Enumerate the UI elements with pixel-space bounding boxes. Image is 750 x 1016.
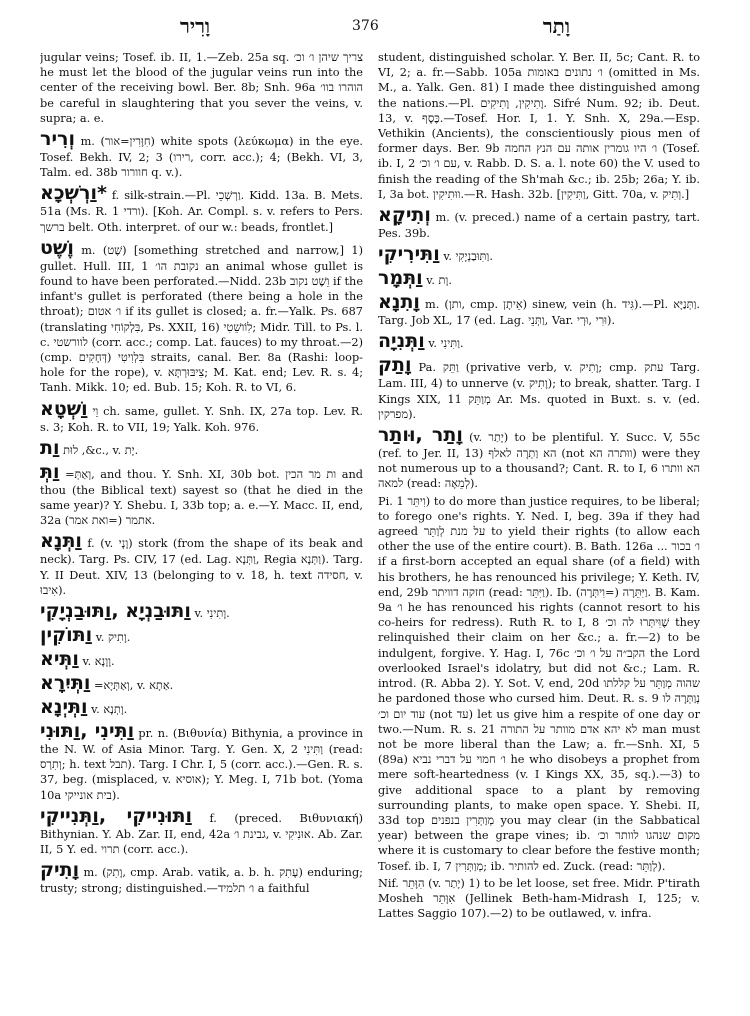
- entry-definition: =וְאַתְּ, and thou. Y. Snh. XI, 30b bot. ות מר הכין and thou (the Biblical text) sayest so (that he died in the same year)? Y. Shebu. I, 33b top; a. e.—Y. Macc. II, end, 32a אתמר (=ואת אמר).: [40, 467, 363, 528]
- entry-definition: m. (וָתִק, cmp. Arab. vatik, a. b. h. עָתִק) enduring; trusty; strong; distinguished.—ו׳ תלמיד a faithful: [40, 866, 363, 896]
- dictionary-entry: [378, 330, 700, 352]
- dictionary-entry: [40, 696, 363, 718]
- entry-definition: f. silk-strain.—Pl. וַרְשְׁכֵי. Kidd. 13a. B. Mets. 51a (Ms. R. 1 ורדי). [Koh. Ar. Compl. s. v. refers to Pers. ברשך belt. Oth. interpret. of our w.: beads, frontlet.]: [40, 189, 363, 234]
- right-column: [378, 50, 700, 1005]
- entry-definition: (v. יָתַר) to be plentiful. Y. Succ. V, 55c (ref. to Jer. II, 13) הא וַתְרָה לאלף (not ווּתרה הא) were they not numerous up to a thousand?; Cant. R. to I, 6 הא וותרו למאה (read: לְמֵאָה).: [378, 431, 700, 491]
- dictionary-entry: [378, 494, 700, 874]
- dictionary-entry: [40, 600, 363, 622]
- page-number: 376: [352, 18, 379, 34]
- entry-definition: student, distinguished scholar. Y. Ber. II, 5c; Cant. R. to VI, 2; a. fr.—Sabb. 105a ו׳ נתונים באומות (omitted in Ms. M., a. Yalk. Gen. 81) I made thee distinguished among the nations.—Pl. וָתִיקִין, וָתִיקִים. Sifré Num. 92; ib. Deut. 13, v. כֶּסֶף.—Tosef. Hor. I, 1. Y. Snh. X, 29a.—Esp. Vethikin (Ancients), the conscientiously pious men of former days. Ber. 9b ו׳ היו גומרין אותה עם הנץ החמה (Tosef. ib. I, 2 עם ו׳ וכ׳, v. Rabb. D. S. a. l. note 60) the V. used to finish the reading of the Sh'mah &c.; ib. 25b; 26a; Y. ib. I, 3a bot. ווּתִיקִין.—R. Hash. 32b. [וַתִּיקִין, Gitt. 70a, v. וְתִיק.]: [378, 51, 700, 201]
- entry-headword: וַתְּנִיָה: [378, 330, 425, 353]
- entry-definition: v. וָתִיק.: [95, 631, 131, 645]
- entry-headword: וַתְּיְנָא: [40, 696, 88, 719]
- entry-definition: Nif. הִוָּתֵר (v. יָתַר) 1) to be let loose, set free. Midr. P'tirath Mosheh אִוָּתֵר (Jellinek Beth-ham-Midrash I, 125; v. Lattes Saggio 107).—2) to be outlawed, v. infra.: [378, 876, 700, 921]
- entry-definition: Pa. וַתֵּק (privative verb, v. וָתִיק; cmp. עתק Targ. Lam. III, 4) to unnerve (v. וָתִיק); to break, shatter. Targ. I Kings XIX, 11 מְוַתֵּק Ar. Ms. quoted in Buxt. s. v. (ed. מפרקין).: [378, 361, 700, 421]
- header-right-headword: וָתַר: [542, 14, 570, 38]
- dictionary-entry: [378, 267, 700, 289]
- entry-definition: =וְאַתְּיָא, v. אַתָא.: [93, 679, 174, 693]
- entry-headword: וְתִיקָא: [378, 204, 431, 227]
- dictionary-entry: [40, 182, 363, 234]
- entry-headword: וַתְּיא: [40, 648, 79, 671]
- entry-headword: וַת: [40, 436, 60, 459]
- entry-definition: m. (חִוָּרִין=אור) white spots (λεύκωμα) in the eye. Tosef. Bekh. IV, 2; 3 (רירו, corr. acc.); 4; (Bekh. VI, 3, Talm. ed. 38b חוורור q. v.).: [40, 135, 363, 180]
- dictionary-entry: [378, 424, 700, 492]
- dictionary-entry: [40, 648, 363, 670]
- dictionary-entry: [378, 243, 700, 265]
- left-column: [40, 50, 363, 1005]
- dictionary-entry: [378, 354, 700, 422]
- entry-headword: וַתּוּבַנְיָא ,וַתּוּבַנְיָקִי: [40, 600, 191, 623]
- entry-definition: v. וָתְנָא.: [91, 703, 128, 717]
- header-left-headword: וָרִיר: [180, 14, 211, 38]
- entry-definition: m. (ותן, cmp. אֵיתָן) sinew, vein (h. גִּיד).—Pl. וַתְּנַיָּא. Targ. Job XL, 17 (ed. Lag. וַתְּנֵי, Var. וּרִי ,וּרְי).: [378, 298, 700, 328]
- entry-definition: לוּת ,&c., v. יָת.: [63, 443, 139, 457]
- dictionary-entry: [378, 50, 700, 202]
- dictionary-entry: [40, 672, 363, 694]
- entry-definition: pr. n. (Βιθυνία) Bithynia, a province in the N. W. of Asia Minor. Targ. Y. Gen. X, 2 וַתִּינִי (read: וְתִרְס; h. text תבל). Targ. I Chr. I, 5 (corr. acc.).—Gen. R. s. 37, beg. (misplaced, v. אוסיא); Y. Meg. I, 71b bot. (Yoma 10a בית אונייקי).: [40, 727, 363, 802]
- entry-definition: f. (v. וָנָי) stork (from the shape of its beak and neck). Targ. Ps. CIV, 17 (ed. Lag. וַתְּנָא, Regia וַתְּנָא). Targ. Y. II Deut. XIV, 13 (belonging to v. 18, h. text חסידה, v. אִיבוּ).: [40, 537, 363, 597]
- page-header: [30, 14, 720, 48]
- entry-headword: וַתּוֹקִין: [40, 624, 93, 647]
- entry-definition: m. (שֶׁט) [something stretched and narrow,] 1) gullet. Hull. III, 1 נקובת הו׳ an animal whose gullet is found to have been perforated.—Nidd. 23b וֵשֶׁט נקוב if the infant's gullet is perforated (there being a hole in the throat); ו׳ אטום if its gullet is closed; a. fr.—Yalk. Ps. 687 (translating בִּלְקוֹחִי, Ps. XXII, 16) לִוֹושֵׁטִי; Midr. Till. to Ps. l. c. לוורשטי (corr. acc.; comp. Lat. fauces) to my throat.—2) (cmp. דְּחָקִים) בִּלְוִיטִי straits, canal. Ber. 8a (Rashi: loop-hole for the rope), v. צִיבּוּרְתָּא; M. Kat. end; Lev. R. s. 4; Tanh. Mikk. 10; ed. Bub. 15; Koh. R. to VI, 6.: [40, 243, 363, 395]
- dictionary-entry: [40, 398, 363, 435]
- entry-definition: v. וָת.: [426, 274, 452, 288]
- entry-definition: f. (preced. Βιθυνιακή) Bithynian. Y. Ab. Zar. II, end, 42a גבינת ו׳, v. אוּנִיקִי. Ab. Zar. II, 5 Y. ed. תרוי (corr. acc.).: [40, 811, 363, 857]
- entry-headword: וַשְׁטָא: [40, 397, 88, 420]
- dictionary-entry: [378, 204, 700, 241]
- entry-headword: וַתִּירִיקִי: [378, 243, 440, 266]
- entry-definition: Pi. וִיתֵּר 1) to do more than justice requires, to be liberal; to forego one's rights. Y. Ned. I, beg. 39a if they had agreed על מנת לְוַתֵּר to yield their rights (to allow each other the use of the entire court). B. Bath. 126a ... ו׳ בכור if a first-born accepted an equal share (of a field) with his brothers, he has renounced his privilege; Y. Keth. IV, end, 29b חזקה דוויתר (read: וַיִּתֵּר). Ib. וַיִּתֵּרָה (=וִיתְּרָה). B. Kam. 9a ו׳ he has renounced his rights (cannot resort to his co-heirs for redress). Ruth R. to I, 8 שֶׁוִּיתְּרוּ לה וכ׳ they relinquished their claim on her &c.; a. fr.—2) to be indulgent, forgive. Y. Hag. I, 76c הקב״ה על ו׳ וכ׳ the Lord overlooked Israel's idolatry, but did not &c.; Lam. R. introd. (R. Abba 2). Y. Sot. V, end, 20d שהוה מְוַתֵּר על קללתו he pardoned those who cursed him. Deut. R. s. 9 נְוַתְּרָה לו עוד יום וכ׳ (not עד) let us give him a respite of one day or two.—Num. R. s. 21 לא יהא אדם מוותר על התורה man must not be more liberal than the Law; a. fr.—Snh. XI, 5 (89a) ו׳ חמוי על דברי נביא he who disobeys a prophet from mere soft-heartedness (v. I Kings XX, 35, sq.).—3) to give additional space to a plant by removing surrounding plants, to make open space. Y. Shebi. II, 33d top מְוַתְּרִין בנפנים you may clear (in the Sabbatical year) between the grape vines; ib. מקום שנהגו לוותר וכ׳ where it is customary to clear before the festive month; Tosef. ib. I, 7 מְוַתְּרִין; ib. להותיר ed. Zuck. (read: לְוַתֵּר).: [378, 494, 700, 873]
- entry-definition: v. וָוָנָא.: [82, 655, 115, 669]
- entry-headword: וַתְּמָר: [378, 267, 423, 290]
- dictionary-entry: [40, 128, 363, 180]
- entry-headword: וַתְּנָא: [40, 530, 82, 553]
- dictionary-entry: [40, 437, 363, 459]
- entry-headword: וָתַר ,וּותַר: [378, 424, 463, 447]
- entry-headword: *וַרְשְׁכָא: [40, 182, 107, 205]
- dictionary-entry: [378, 876, 700, 922]
- entry-definition: v. וַתִּוּבַנְיָקִי.: [443, 250, 493, 264]
- dictionary-entry: [40, 237, 363, 396]
- entry-definition: v. וַתִּינִי.: [428, 337, 464, 351]
- entry-headword: וָתִיק: [40, 859, 80, 882]
- entry-definition: jugular veins; Tosef. ib. II, 1.—Zeb. 25a sq. צריך שיהן ו׳ וכ׳ he must let the blood of the jugular veins run into the center of the receiving bowl. Ber. 8b; Snh. 96a הוהרו בוו׳ be careful in slaughtering that you sever the veins, v. supra; a. e.: [40, 51, 363, 125]
- dictionary-entry: [40, 50, 363, 126]
- dictionary-entry: [40, 859, 363, 896]
- entry-headword: וָתַק: [378, 354, 412, 377]
- entry-headword: וְרִיר: [40, 128, 75, 151]
- entry-headword: וַתְּיִרָא: [40, 672, 91, 695]
- entry-definition: וֵי ch. same, gullet. Y. Snh. IX, 27a top. Lev. R. s. 3; Koh. R. to VII, 19; Yalk. Koh. 976.: [40, 404, 363, 434]
- dictionary-entry: [40, 530, 363, 598]
- dictionary-entry: [378, 291, 700, 328]
- dictionary-entry: [40, 720, 363, 803]
- entry-headword: וַתִּינִי ,וַתּוּנִי: [40, 720, 135, 743]
- entry-definition: m. (v. preced.) name of a certain pastry, tart. Pes. 39b.: [378, 211, 700, 241]
- entry-headword: וֶשֶׁט: [40, 236, 74, 259]
- entry-headword: וָתִנָא: [378, 291, 420, 314]
- entry-definition: v. וָתִינִי.: [194, 607, 230, 621]
- dictionary-entry: [40, 624, 363, 646]
- dictionary-entry: [40, 461, 363, 529]
- entry-headword: וַתְּ: [40, 460, 60, 483]
- dictionary-entry: [40, 805, 363, 857]
- entry-headword: וַתּוּנִייקִי ,וַתְּנִייקִי: [40, 804, 193, 827]
